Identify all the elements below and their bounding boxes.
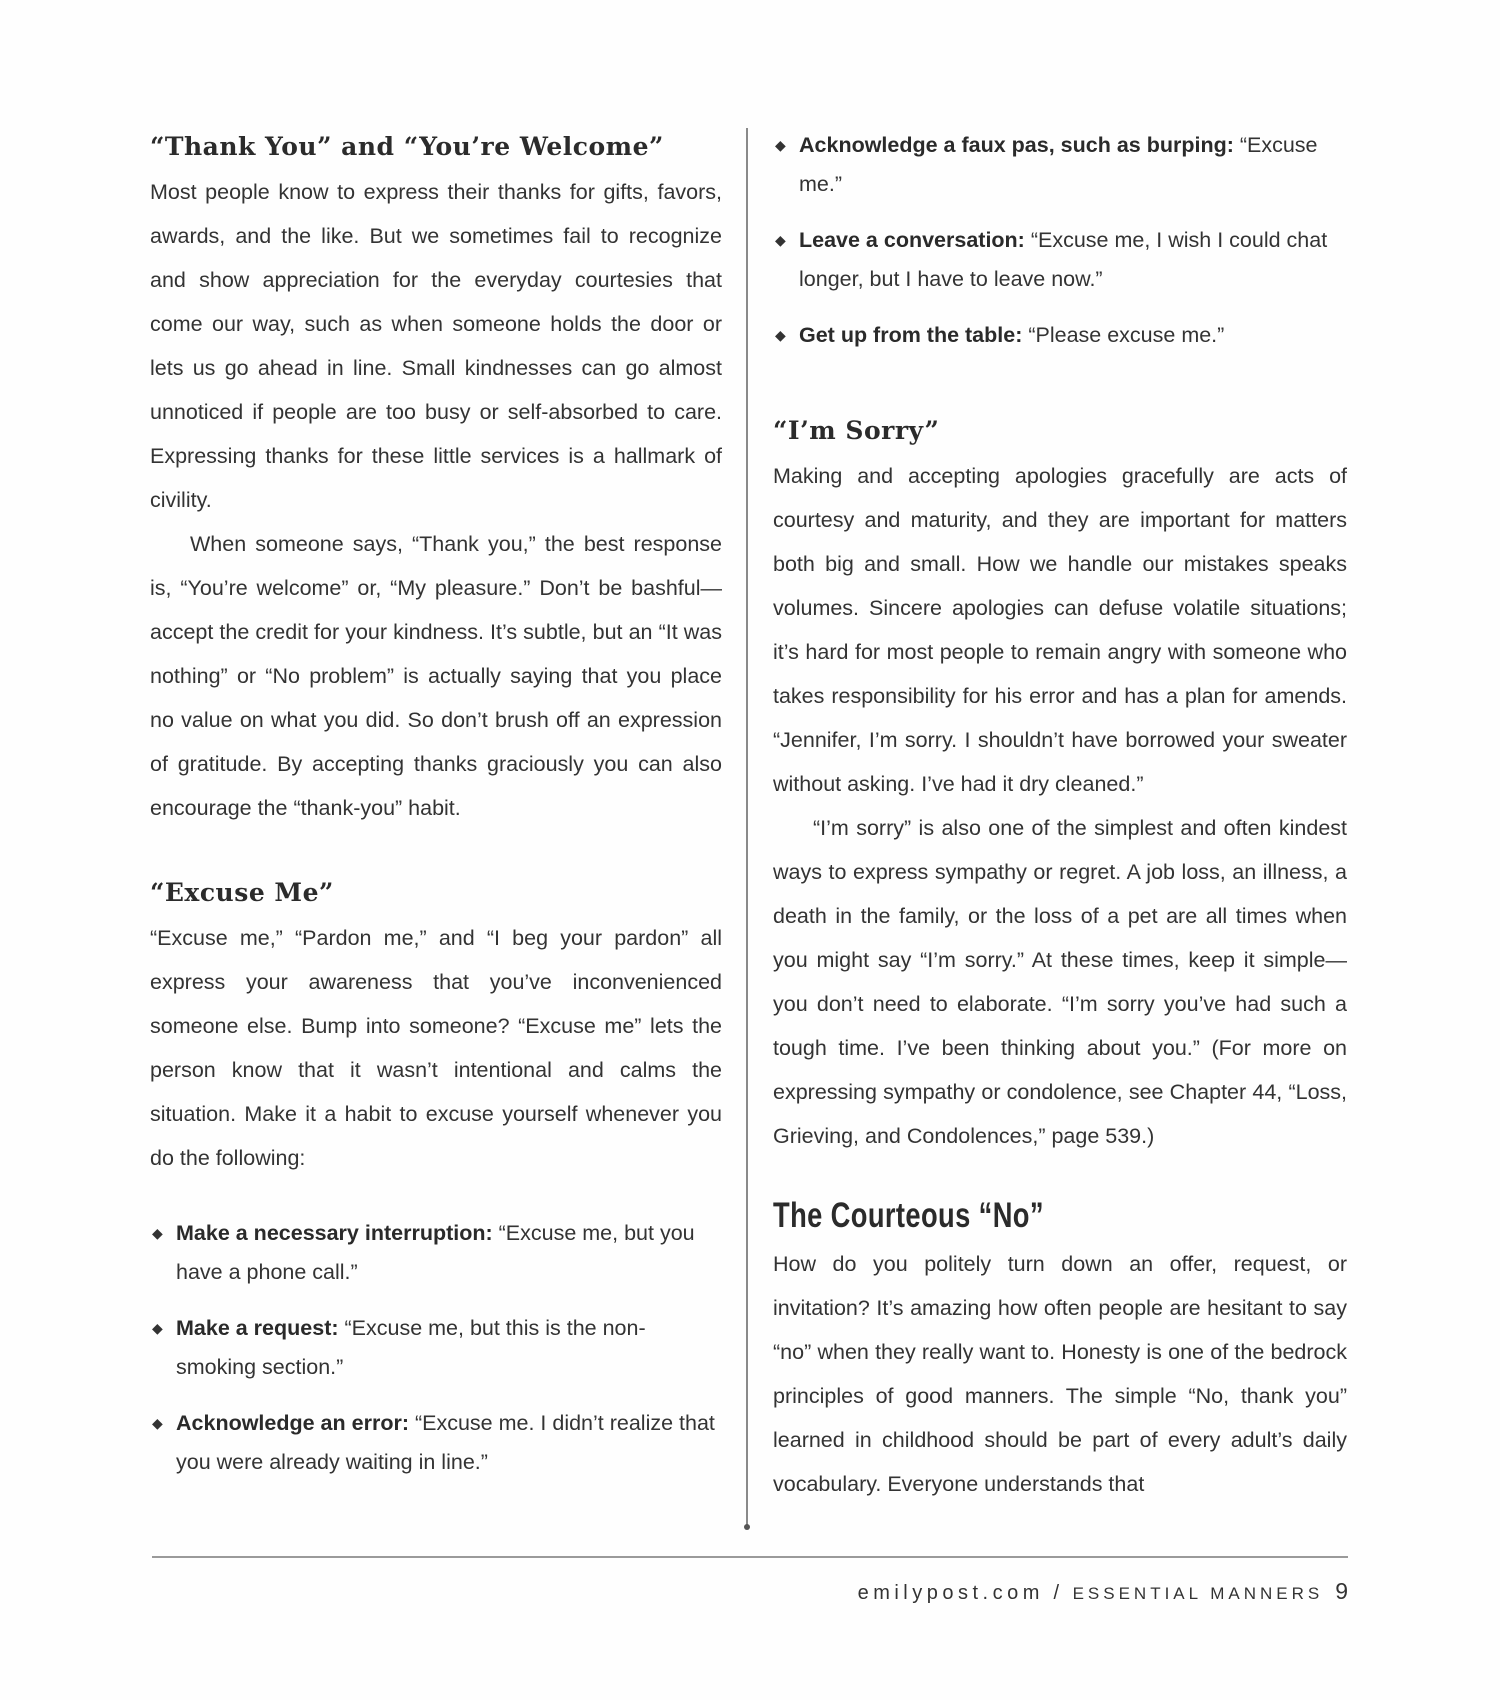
bullet-diamond-icon: ◆ [152, 1320, 163, 1336]
bullet-diamond-icon: ◆ [152, 1415, 163, 1431]
page-number: 9 [1335, 1578, 1348, 1604]
heading-excuse-me: “Excuse Me” [150, 878, 334, 907]
paragraph-courteous-no: How do you politely turn down an offer, request, or invitation? It’s amazing how often people are hesitant to say “no” when they really want to. Honesty is one of the bedrock principles of good manners. The simple “No, thank you” learned in childhood should be part of every adult’s daily vocabulary. Everyone understands that [773, 1252, 1347, 1496]
excuse-me-list-right [773, 126, 1347, 355]
list-item-text: “Excuse me.” [799, 133, 1318, 196]
heading-thank-you: “Thank You” and “You’re Welcome” [150, 132, 664, 161]
list-item-label: Get up from the table: [799, 323, 1023, 347]
list-item [150, 1214, 722, 1292]
list-item-text: “Please excuse me.” [1022, 323, 1225, 347]
excuse-me-list-left [150, 1214, 722, 1482]
paragraph-sorry-2: “I’m sorry” is also one of the simplest and often kindest ways to express sympathy or regret. A job loss, an illness, a death in the family, or the loss of a pet are all times when you might say “I’m sorry.” At these times, keep it simple—you don’t need to elaborate. “I’m sorry you’ve had such a tough time. I’ve been thinking about you.” (For more on expressing sympathy or condolence, see Chapter 44, “Loss, Grieving, and Condolences,” page 539.) [773, 816, 1347, 1148]
divider-end-dot [744, 1524, 750, 1530]
bullet-diamond-icon: ◆ [152, 1225, 163, 1241]
bullet-diamond-icon: ◆ [775, 327, 786, 343]
left-column [150, 130, 722, 1499]
footer-separator: / [1043, 1582, 1073, 1604]
heading-courteous-no: The Courteous “No” [773, 1196, 1044, 1235]
heading-im-sorry: “I’m Sorry” [773, 416, 940, 445]
paragraph-thanks-1: Most people know to express their thanks for gifts, favors, awards, and the like. But we sometimes fail to recognize and show appreciation for the everyday courtesies that come our way, such as when someone holds the door or lets us go ahead in line. Small kindnesses can go almost unnoticed if people are too busy or self-absorbed to care. Expressing thanks for these little services is a hallmark of civility. [150, 180, 722, 512]
right-column [773, 126, 1347, 1506]
list-item [150, 1309, 722, 1387]
footer-rule [152, 1556, 1348, 1558]
list-item-text: “Excuse me, but you have a phone call.” [176, 1221, 695, 1284]
list-item [773, 126, 1347, 204]
list-item-label: Make a request: [176, 1316, 339, 1340]
list-item-text: “Excuse me, I wish I could chat longer, but I have to leave now.” [799, 228, 1328, 291]
list-item-text: “Excuse me, but this is the non-smoking section.” [176, 1316, 646, 1379]
paragraph-thanks-2: When someone says, “Thank you,” the best response is, “You’re welcome” or, “My pleasure.” Don’t be bashful—accept the credit for your kindness. It’s subtle, but an “It was nothing” or “No problem” is actually saying that you place no value on what you did. So don’t brush off an expression of gratitude. By accepting thanks graciously you can also encourage the “thank-you” habit. [150, 532, 722, 820]
list-item [773, 316, 1347, 355]
paragraph-excuse-me: “Excuse me,” “Pardon me,” and “I beg your pardon” all express your awareness that you’ve inconvenienced someone else. Bump into someone? “Excuse me” lets the person know that it wasn’t intentional and calms the situation. Make it a habit to excuse yourself whenever you do the following: [150, 926, 722, 1170]
list-item-label: Acknowledge a faux pas, such as burping: [799, 133, 1234, 157]
list-item [773, 221, 1347, 299]
page-footer [858, 1578, 1348, 1605]
footer-section-title: ESSENTIAL MANNERS [1072, 1584, 1324, 1603]
footer-site: emilypost.com [857, 1582, 1044, 1604]
column-divider [746, 128, 748, 1528]
list-item [150, 1404, 722, 1482]
list-item-text: “Excuse me. I didn’t realize that you were already waiting in line.” [176, 1411, 715, 1474]
bullet-diamond-icon: ◆ [775, 137, 786, 153]
bullet-diamond-icon: ◆ [775, 232, 786, 248]
list-item-label: Make a necessary interruption: [176, 1221, 493, 1245]
list-item-label: Acknowledge an error: [176, 1411, 409, 1435]
list-item-label: Leave a conversation: [799, 228, 1025, 252]
paragraph-sorry-1: Making and accepting apologies gracefully are acts of courtesy and maturity, and they are important for matters both big and small. How we handle our mistakes speaks volumes. Sincere apologies can defuse volatile situations; it’s hard for most people to remain angry with someone who takes responsibility for his error and has a plan for amends. “Jennifer, I’m sorry. I shouldn’t have borrowed your sweater without asking. I’ve had it dry cleaned.” [773, 464, 1347, 796]
